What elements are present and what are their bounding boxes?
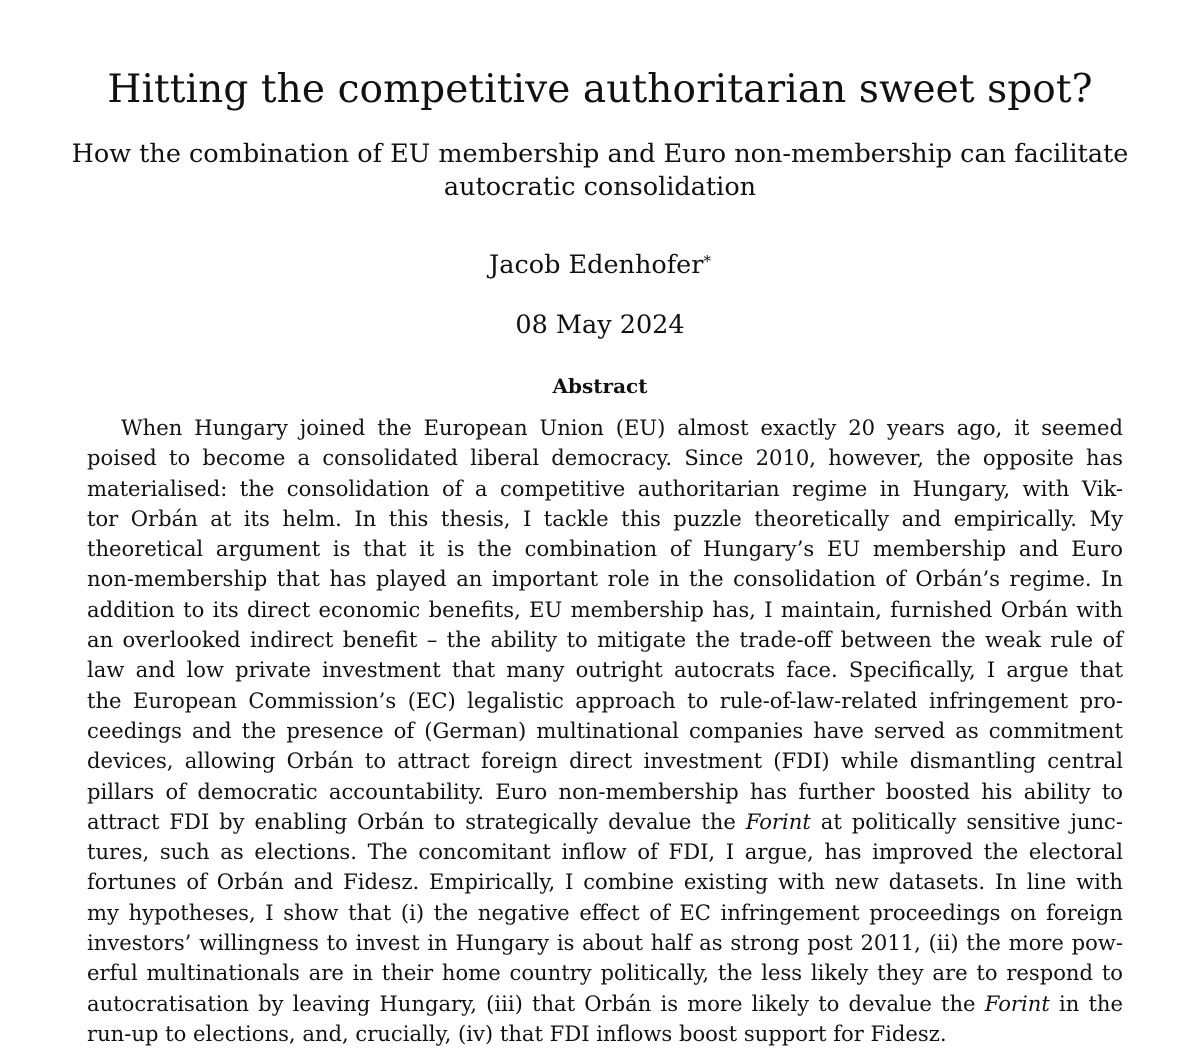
abstract-line: devices, allowing Orbán to attract foreign direct investment (FDI) while dismantling central bbox=[87, 748, 1123, 774]
abstract-line: erful multinationals are in their home country politically, the less likely they are to respond to bbox=[87, 960, 1123, 986]
abstract-line: addition to its direct economic benefits, EU membership has, I maintain, furnished Orbán with bbox=[87, 596, 1123, 622]
abstract-line: law and low private investment that many outright autocrats face. Specifically, I argue that bbox=[87, 657, 1123, 683]
abstract-line: investors’ willingness to invest in Hungary is about half as strong post 2011, (ii) the more pow- bbox=[87, 930, 1123, 956]
author-footnote-mark: * bbox=[703, 252, 711, 270]
paper-subtitle: How the combination of EU membership and Euro non-membership can facilitate autocratic consolidation bbox=[71, 139, 1129, 202]
abstract-body bbox=[87, 413, 1123, 1049]
abstract-line: fortunes of Orbán and Fidesz. Empirically, I combine existing with new datasets. In line with bbox=[87, 869, 1123, 895]
abstract-line: my hypotheses, I show that (i) the negative effect of EC infringement proceedings on foreign bbox=[87, 899, 1123, 925]
abstract-line: tor Orbán at its helm. In this thesis, I tackle this puzzle theoretically and empirically. My bbox=[87, 505, 1123, 531]
abstract-line: non-membership that has played an important role in the consolidation of Orbán’s regime. In bbox=[87, 566, 1123, 592]
abstract-line: an overlooked indirect benefit – the ability to mitigate the trade-off between the weak rule of bbox=[87, 627, 1123, 653]
abstract-line: theoretical argument is that it is the combination of Hungary’s EU membership and Euro bbox=[87, 536, 1123, 562]
abstract-line: ceedings and the presence of (German) multinational companies have served as commitment bbox=[87, 717, 1123, 743]
abstract-line: the European Commission’s (EC) legalistic approach to rule-of-law-related infringement pro- bbox=[87, 687, 1123, 713]
abstract-line: run-up to elections, and, crucially, (iv) that FDI inflows boost support for Fidesz. bbox=[87, 1020, 947, 1046]
paper-title: Hitting the competitive authoritarian sweet spot? bbox=[107, 67, 1093, 112]
abstract-line: materialised: the consolidation of a competitive authoritarian regime in Hungary, with Vik- bbox=[87, 475, 1123, 501]
abstract-line: attract FDI by enabling Orbán to strategically devalue the Forint at politically sensitive junc- bbox=[87, 808, 1123, 834]
abstract-line: tures, such as elections. The concomitant inflow of FDI, I argue, has improved the electoral bbox=[87, 839, 1123, 865]
author-name: Jacob Edenhofer bbox=[489, 250, 704, 280]
paper-date: 08 May 2024 bbox=[515, 310, 685, 340]
abstract-line: pillars of democratic accountability. Euro non-membership has further boosted his ability to bbox=[87, 778, 1123, 804]
abstract-line: autocratisation by leaving Hungary, (iii) that Orbán is more likely to devalue the Forint in the bbox=[87, 990, 1123, 1016]
abstract-heading: Abstract bbox=[552, 374, 648, 398]
abstract-line: poised to become a consolidated liberal democracy. Since 2010, however, the opposite has bbox=[87, 445, 1123, 471]
abstract-line: When Hungary joined the European Union (EU) almost exactly 20 years ago, it seemed bbox=[121, 415, 1123, 440]
author-line bbox=[0, 249, 1200, 281]
